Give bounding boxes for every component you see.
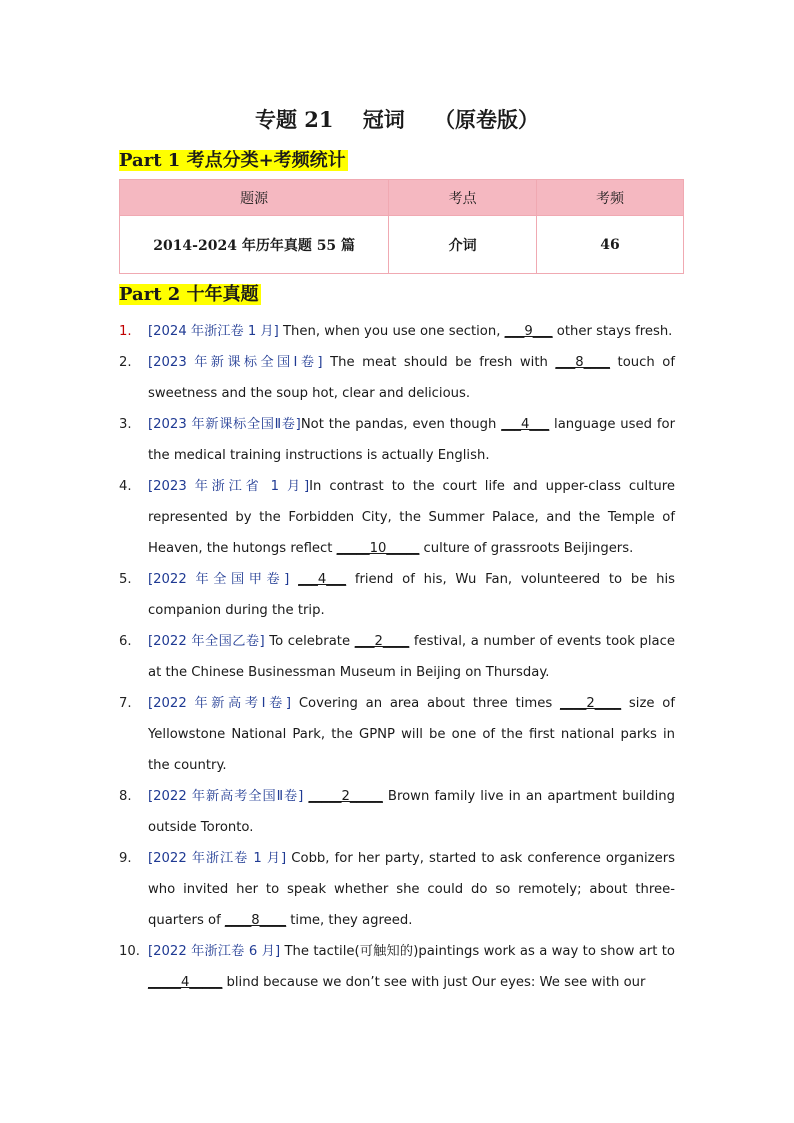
stats-table <box>119 179 684 274</box>
question-source: [2022 年新高考全国Ⅱ卷] <box>148 789 304 804</box>
table-row <box>120 216 684 274</box>
page-title: 专题 21 冠词 （原卷版） <box>254 107 540 132</box>
question-blank: ____8____ <box>224 913 287 928</box>
question-text <box>148 316 675 347</box>
table-header-row <box>120 180 684 216</box>
question-pre <box>289 572 298 587</box>
question-pre: Cobb, for her party, started to ask conference organizers who invited her to speak whether she could do so remotely; about three-quarters of <box>148 851 675 928</box>
question-item <box>119 843 675 936</box>
question-item <box>119 936 675 998</box>
table-cell-topic: 介词 <box>389 216 537 274</box>
question-post: touch of sweetness and the soup hot, clear and delicious. <box>148 355 675 401</box>
question-blank: ____2____ <box>560 696 622 711</box>
question-text <box>148 471 675 564</box>
question-number: 4. <box>119 479 132 494</box>
question-blank: ___4___ <box>298 572 347 587</box>
question-pre: Not the pandas, even though <box>300 417 502 432</box>
question-item <box>119 564 675 626</box>
question-text <box>148 781 675 843</box>
question-text <box>148 409 675 471</box>
part1-heading <box>119 146 348 172</box>
part2-heading <box>119 280 261 306</box>
question-pre: To celebrate <box>264 634 355 649</box>
question-post: size of Yellowstone National Park, the GPNP will be one of the first national parks in the country. <box>148 696 675 773</box>
table-header-frequency: 考频 <box>537 180 684 216</box>
question-text <box>148 626 675 688</box>
question-item <box>119 471 675 564</box>
table-cell-source: 2014-2024 年历年真题 55 篇 <box>120 216 389 274</box>
question-post: culture of grassroots Beijingers. <box>419 541 634 556</box>
table-header-source: 题源 <box>120 180 389 216</box>
table-cell-frequency: 46 <box>537 216 684 274</box>
question-number: 6. <box>119 634 132 649</box>
question-post: blind because we don’t see with just Our eyes: We see with our <box>222 975 646 990</box>
question-source: [2022 年全国乙卷] <box>148 634 265 649</box>
question-source: [2024 年浙江卷 1 月] <box>148 324 279 339</box>
question-source: [2022 年浙江卷 1 月] <box>148 851 287 866</box>
question-source: [2023 年浙江省 1 月] <box>148 479 310 494</box>
table-header-topic: 考点 <box>389 180 537 216</box>
question-post: language used for the medical training instructions is actually English. <box>148 417 675 463</box>
question-post: festival, a number of events took place at the Chinese Businessman Museum in Beijing on Thursday. <box>148 634 675 680</box>
question-text <box>148 936 675 998</box>
question-item <box>119 688 675 781</box>
question-text <box>148 347 675 409</box>
question-list <box>119 316 675 998</box>
question-pre: The tactile(可触知的)paintings work as a way to show art to <box>280 944 675 959</box>
question-source: [2022 年新高考Ⅰ卷] <box>148 696 292 711</box>
question-number: 7. <box>119 696 132 711</box>
question-number: 8. <box>119 789 132 804</box>
question-item <box>119 781 675 843</box>
question-item <box>119 316 675 347</box>
question-blank: ___9___ <box>504 324 553 339</box>
question-blank: _____4_____ <box>148 975 223 990</box>
question-post: friend of his, Wu Fan, volunteered to be his companion during the trip. <box>148 572 675 618</box>
question-number: 2. <box>119 355 132 370</box>
question-pre: Then, when you use one section, <box>278 324 505 339</box>
question-number: 3. <box>119 417 132 432</box>
question-source: [2023 年新课标全国Ⅰ卷] <box>148 355 323 370</box>
question-text <box>148 688 675 781</box>
part1-heading-text: Part 1 考点分类+考频统计 <box>119 150 346 171</box>
question-source: [2022 年浙江卷 6 月] <box>148 944 281 959</box>
question-post: other stays fresh. <box>552 324 673 339</box>
part2-heading-text: Part 2 十年真题 <box>119 284 259 305</box>
question-source: [2022 年全国甲卷] <box>148 572 290 587</box>
question-text <box>148 843 675 936</box>
question-item <box>119 409 675 471</box>
question-item <box>119 626 675 688</box>
question-blank: ___8____ <box>555 355 610 370</box>
question-pre: The meat should be fresh with <box>322 355 556 370</box>
question-number: 10. <box>119 944 140 959</box>
question-blank: ___4___ <box>501 417 550 432</box>
question-item <box>119 347 675 409</box>
question-number: 1. <box>119 324 132 339</box>
question-post: time, they agreed. <box>286 913 413 928</box>
question-text <box>148 564 675 626</box>
question-post: Brown family live in an apartment building outside Toronto. <box>148 789 675 835</box>
question-source: [2023 年新课标全国Ⅱ卷] <box>148 417 301 432</box>
question-pre: In contrast to the court life and upper-class culture represented by the Forbidden City, the Summer Palace, and the Temple of Heaven, the hutongs reflect <box>148 479 675 556</box>
question-number: 5. <box>119 572 132 587</box>
question-number: 9. <box>119 851 132 866</box>
question-pre: Covering an area about three times <box>291 696 560 711</box>
question-blank: ___2____ <box>354 634 410 649</box>
question-blank: _____2_____ <box>308 789 383 804</box>
question-blank: _____10_____ <box>336 541 420 556</box>
